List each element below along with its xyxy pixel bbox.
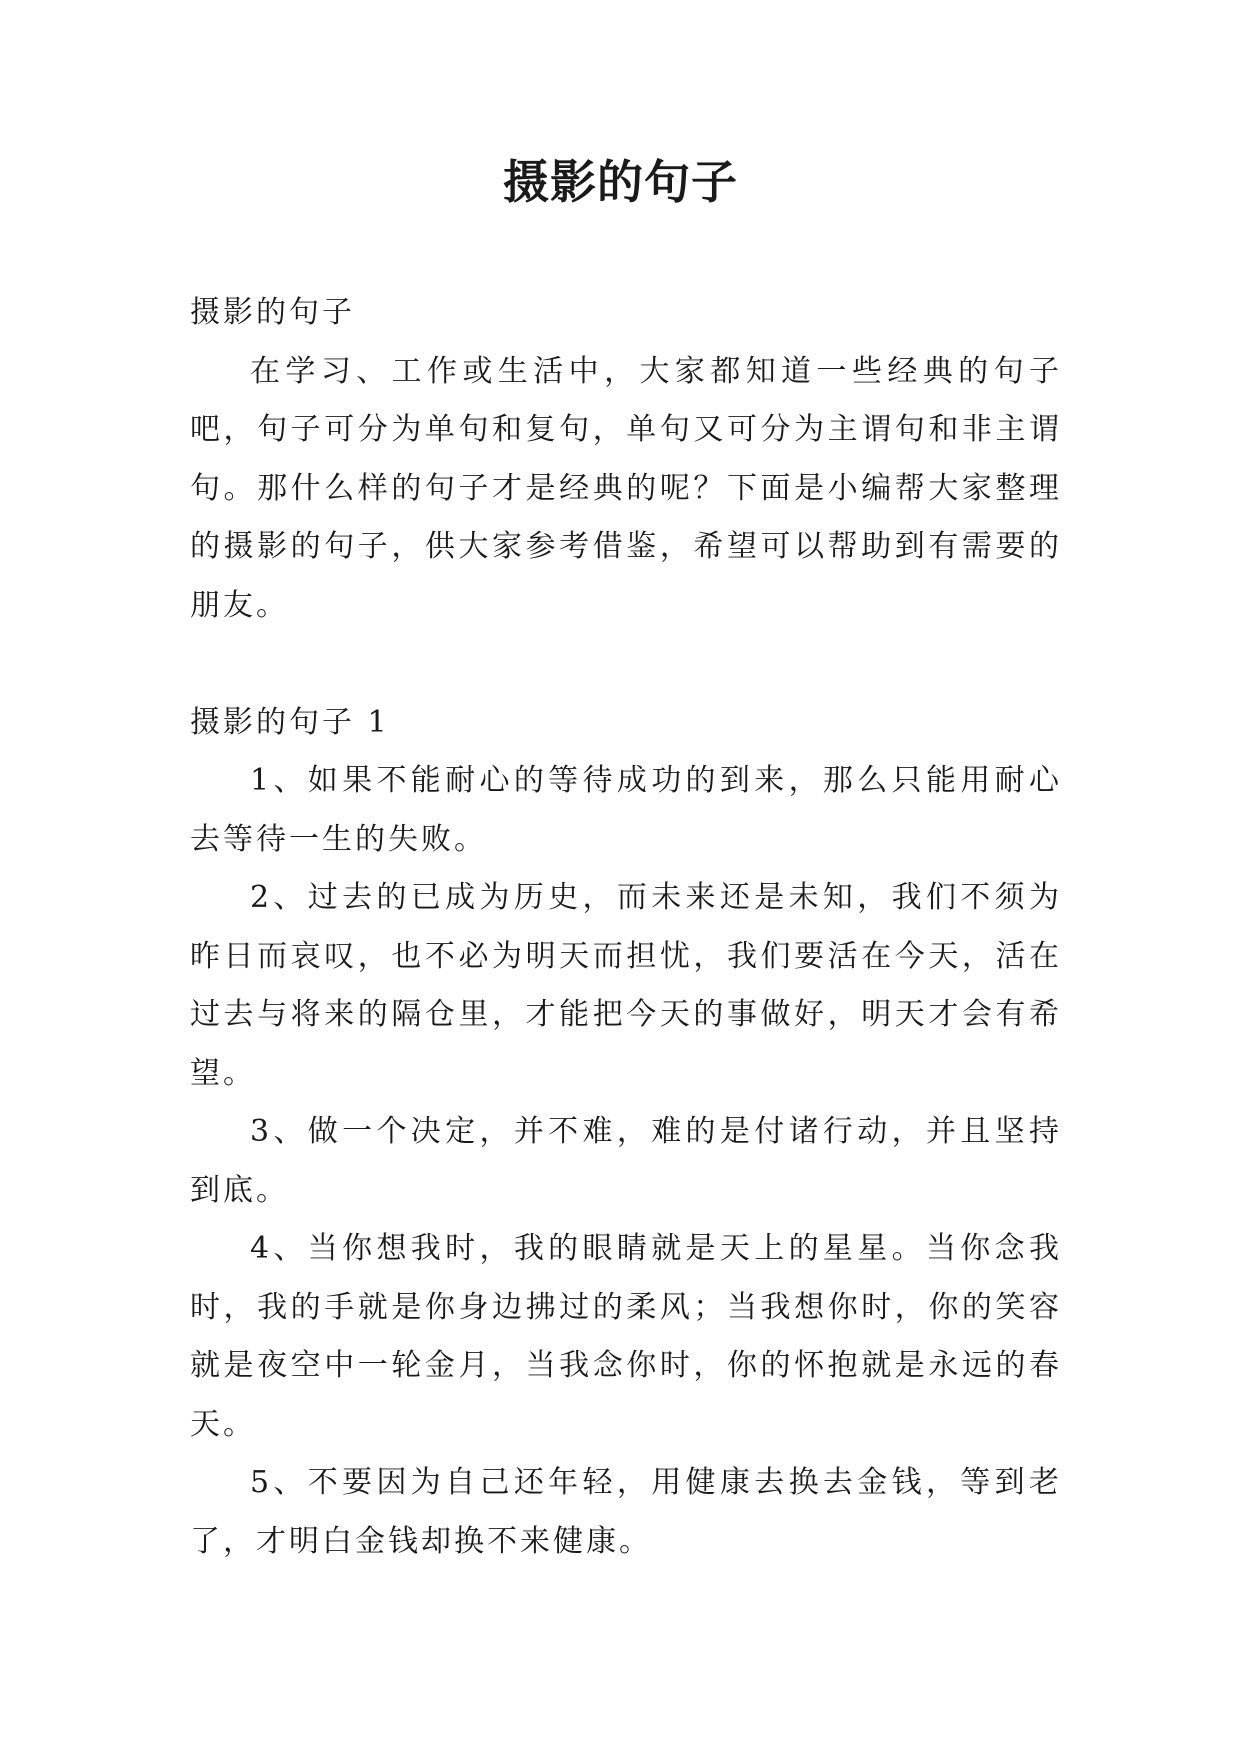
document-subtitle: 摄影的句子 [190, 295, 355, 330]
sentence-item-3: 3、做一个决定，并不难，难的是付诸行动，并且坚持到底。 [190, 1114, 1062, 1208]
sentence-item-1: 1、如果不能耐心的等待成功的到来，那么只能用耐心去等待一生的失败。 [190, 763, 1062, 857]
section-heading: 摄影的句子 1 [190, 704, 390, 740]
sentence-item-4: 4、当你想我时，我的眼睛就是天上的星星。当你念我时，我的手就是你身边拂过的柔风；当我想你时，你的笑容就是夜空中一轮金月，当我念你时，你的怀抱就是永远的春天。 [190, 1231, 1062, 1442]
document-body [190, 284, 1062, 1571]
document-title: 摄影的句子 [503, 155, 738, 209]
paragraph-spacer [190, 635, 1062, 694]
sentence-item-5: 5、不要因为自己还年轻，用健康去换去金钱，等到老了，才明白金钱却换不来健康。 [190, 1465, 1062, 1559]
intro-paragraph: 在学习、工作或生活中，大家都知道一些经典的句子吧，句子可分为单句和复句，单句又可分为主谓句和非主谓句。那什么样的句子才是经典的呢？下面是小编帮大家整理的摄影的句子，供大家参考借鉴，希望可以帮助到有需要的朋友。 [190, 353, 1062, 623]
sentence-item-2: 2、过去的已成为历史，而未来还是未知，我们不须为昨日而哀叹，也不必为明天而担忧，我们要活在今天，活在过去与将来的隔仓里，才能把今天的事做好，明天才会有希望。 [190, 880, 1062, 1091]
